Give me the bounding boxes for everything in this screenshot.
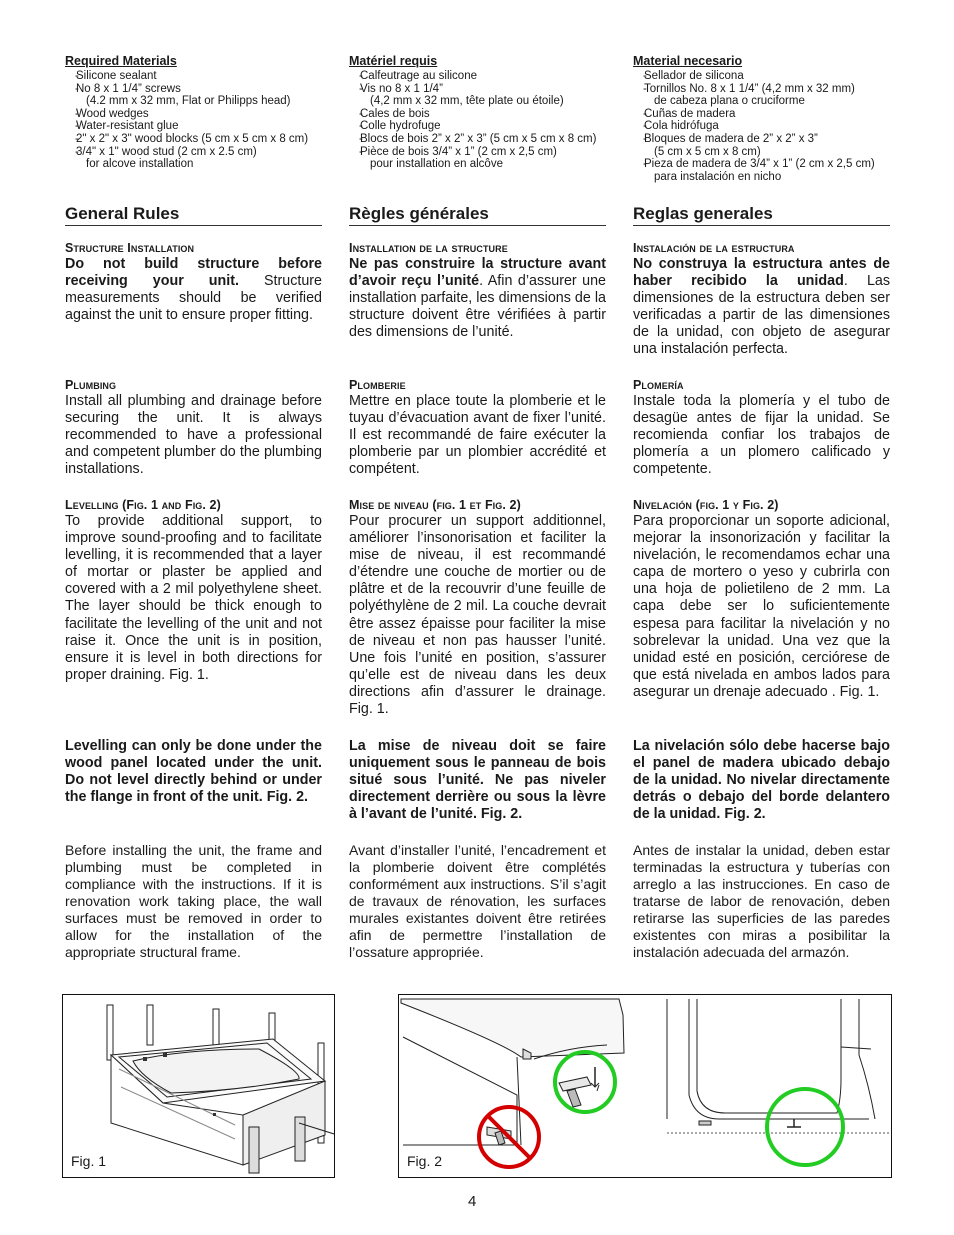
list-item: - 3/4" x 1" wood stud (2 cm x 2.5 cm) for alcove installation bbox=[65, 146, 322, 171]
paragraph: To provide additional support, to improve sound-proofing and to facilitate levelling, it is recommended that a layer of mortar or plaster be applied and covered with a 2 mil polyethylene sheet. The layer should be thick enough to facilitate the levelling of the unit and not raise it. Once the unit is in position, ensure it is level in both directions for proper draining. Fig. 1. bbox=[65, 513, 322, 683]
warning-section bbox=[633, 738, 890, 823]
page-number: 4 bbox=[468, 1193, 477, 1210]
plumbing-section bbox=[349, 378, 606, 478]
structure-section bbox=[349, 241, 606, 341]
materials-list bbox=[349, 70, 606, 171]
warning-section bbox=[349, 738, 606, 823]
list-item: - Tornillos No. 8 x 1 1/4” (4,2 mm x 32 mm) de cabeza plana o cruciforme bbox=[633, 83, 890, 108]
bathtub-frame-illustration bbox=[63, 995, 334, 1177]
column-spanish bbox=[633, 54, 890, 960]
no-entry-icon bbox=[479, 1107, 539, 1167]
materials-list bbox=[65, 70, 322, 171]
list-item: - Wood wedges bbox=[65, 108, 322, 121]
section-title: Reglas generales bbox=[633, 204, 890, 226]
subsection-heading: Plumbing bbox=[65, 378, 117, 392]
subsection-heading: Levelling (Fig. 1 and Fig. 2) bbox=[65, 498, 221, 512]
paragraph: Mettre en place toute la plomberie et le tuyau d’évacuation avant de fixer l’unité. Il est recommandé de faire exécuter la plomberie par un plombier accrédité et compétent. bbox=[349, 393, 606, 478]
list-item: - 2" x 2" x 3" wood blocks (5 cm x 5 cm x 8 cm) bbox=[65, 133, 322, 146]
column-french bbox=[349, 54, 606, 960]
subsection-heading: Plomería bbox=[633, 378, 684, 392]
ok-circle bbox=[767, 1089, 843, 1165]
levelling-section bbox=[633, 498, 890, 701]
final-section bbox=[349, 842, 606, 961]
list-item: - Bloques de madera de 2” x 2” x 3” (5 cm x 5 cm x 8 cm) bbox=[633, 133, 890, 158]
subsection-heading: Installation de la structure bbox=[349, 241, 508, 255]
list-item: - Calfeutrage au silicone bbox=[349, 70, 606, 83]
list-item: - Cales de bois bbox=[349, 108, 606, 121]
warning-paragraph: Levelling can only be done under the wood panel located under the unit. Do not level directly behind or under the flange in front of the unit. Fig. 2. bbox=[65, 738, 322, 806]
final-section bbox=[65, 842, 322, 961]
column-english bbox=[65, 54, 322, 960]
list-item: - Cuñas de madera bbox=[633, 108, 890, 121]
plumbing-section bbox=[65, 378, 322, 478]
warning-section bbox=[65, 738, 322, 806]
materials-title: Material necesario bbox=[633, 54, 743, 68]
list-item: - Vis no 8 x 1 1/4” (4,2 mm x 32 mm, tête plate ou étoile) bbox=[349, 83, 606, 108]
paragraph: Install all plumbing and drainage before securing the unit. It is always recommended to have a professional and competent plumber do the plumbing installations. bbox=[65, 393, 322, 478]
list-item: - Pieza de madera de 3/4” x 1” (2 cm x 2,5 cm) para instalación en nicho bbox=[633, 158, 890, 183]
levelling-section bbox=[65, 498, 322, 684]
figure-label: Fig. 1 bbox=[71, 1153, 107, 1169]
levelling-section bbox=[349, 498, 606, 718]
figure-1 bbox=[62, 994, 335, 1178]
warning-paragraph: La mise de niveau doit se faire uniquement sous le panneau de bois situé sous l’unité. Ne pas niveler directement derrière ou sous la lèvre à l’avant de l’unité. Fig. 2. bbox=[349, 738, 606, 823]
list-item: - Water-resistant glue bbox=[65, 120, 322, 133]
list-item: - Silicone sealant bbox=[65, 70, 322, 83]
figure-label: Fig. 2 bbox=[407, 1153, 443, 1169]
materials-title: Required Materials bbox=[65, 54, 177, 68]
paragraph: Pour procurer un support additionnel, améliorer l’insonorisation et faciliter la mise de niveau, il est recommandé d’étendre une couche de mortier ou de plâtre et de la recouvrir d’une feuille de polyéthylène de 2 mil. La couche devrait être assez épaisse pour faciliter la mise de niveau et non pas hausser l’unité. Une fois l’unité en position, s’assurer qu’elle est de niveau dans les deux directions afin d’assurer le drainage. Fig. 1. bbox=[349, 513, 606, 718]
list-item: - Blocs de bois 2” x 2” x 3” (5 cm x 5 cm x 8 cm) bbox=[349, 133, 606, 146]
paragraph: Avant d’installer l’unité, l’encadrement et la plomberie doivent être complétés conformément aux instructions. S’il s’agit de travaux de rénovation, les surfaces murales existantes doivent être retirées afin de permettre l’installation de l’ossature appropriée. bbox=[349, 842, 606, 960]
materials-title: Matériel requis bbox=[349, 54, 438, 68]
list-item: - Colle hydrofuge bbox=[349, 120, 606, 133]
paragraph: Before installing the unit, the frame and plumbing must be completed in compliance with the instructions. If it is renovation work taking place, the wall surfaces must be removed in order to allow for the installation of the appropriate structural frame. bbox=[65, 842, 322, 960]
list-item: - Sellador de silicona bbox=[633, 70, 890, 83]
structure-section bbox=[65, 241, 322, 324]
final-section bbox=[633, 842, 890, 961]
materials-list bbox=[633, 70, 890, 183]
paragraph: No construya la estructura antes de haber recibido la unidad. Las dimensiones de la estructura deben ser verificadas a partir de las dimensiones de la unidad, con objeto de asegurar una instalación perfecta. bbox=[633, 256, 890, 358]
subsection-heading: Plomberie bbox=[349, 378, 406, 392]
list-item: - Cola hidrófuga bbox=[633, 120, 890, 133]
warning-paragraph: La nivelación sólo debe hacerse bajo el panel de madera ubicado debajo de la unidad. No nivelar directamente detrás o debajo del borde delantero de la unidad. Fig. 2. bbox=[633, 738, 890, 823]
paragraph: Do not build structure before receiving your unit. Structure measurements should be verified against the unit to ensure proper fitting. bbox=[65, 256, 322, 324]
structure-section bbox=[633, 241, 890, 359]
paragraph: Antes de instalar la unidad, deben estar terminadas la estructura y tuberías con arreglo a las instrucciones. En caso de tratarse de labor de renovación, deben retirarse las superficies de las paredes existentes con miras a posibilitar la instalación adecuada del armazón. bbox=[633, 842, 890, 960]
plumbing-section bbox=[633, 378, 890, 478]
figure-2 bbox=[398, 994, 892, 1178]
list-item: - Pièce de bois 3/4” x 1” (2 cm x 2,5 cm) pour installation en alcôve bbox=[349, 146, 606, 171]
list-item: - No 8 x 1 1/4” screws (4.2 mm x 32 mm, Flat or Philipps head) bbox=[65, 83, 322, 108]
paragraph: Instale toda la plomería y el tubo de desagüe antes de fijar la unidad. Se recomienda confiar los trabajos de plomería a un plomero calificado y competente. bbox=[633, 393, 890, 478]
section-title: Règles générales bbox=[349, 204, 606, 226]
paragraph: Para proporcionar un soporte adicional, mejorar la insonorización y facilitar la nivelación, le recomendamos echar una capa de mortero o yeso y cubrirla con una hoja de polietileno de 2 mm. La capa debe ser lo suficientemente espesa para facilitar la nivelación y no sobrelevar la unidad. Una vez que la unidad esté en posición, cerciórese de que está nivelada en ambos lados para asegurar un drenaje adecuado . Fig. 1. bbox=[633, 513, 890, 700]
levelling-detail-illustration bbox=[399, 995, 891, 1177]
section-title: General Rules bbox=[65, 204, 322, 226]
subsection-heading: Structure Installation bbox=[65, 241, 195, 255]
paragraph: Ne pas construire la structure avant d’avoir reçu l’unité. Afin d’assurer une installation parfaite, les dimensions de la structure doivent être vérifiées à partir des dimensions de l’unité. bbox=[349, 256, 606, 341]
subsection-heading: Instalación de la estructura bbox=[633, 241, 795, 255]
subsection-heading: Mise de niveau (fig. 1 et Fig. 2) bbox=[349, 498, 521, 512]
subsection-heading: Nivelación (fig. 1 y Fig. 2) bbox=[633, 498, 779, 512]
